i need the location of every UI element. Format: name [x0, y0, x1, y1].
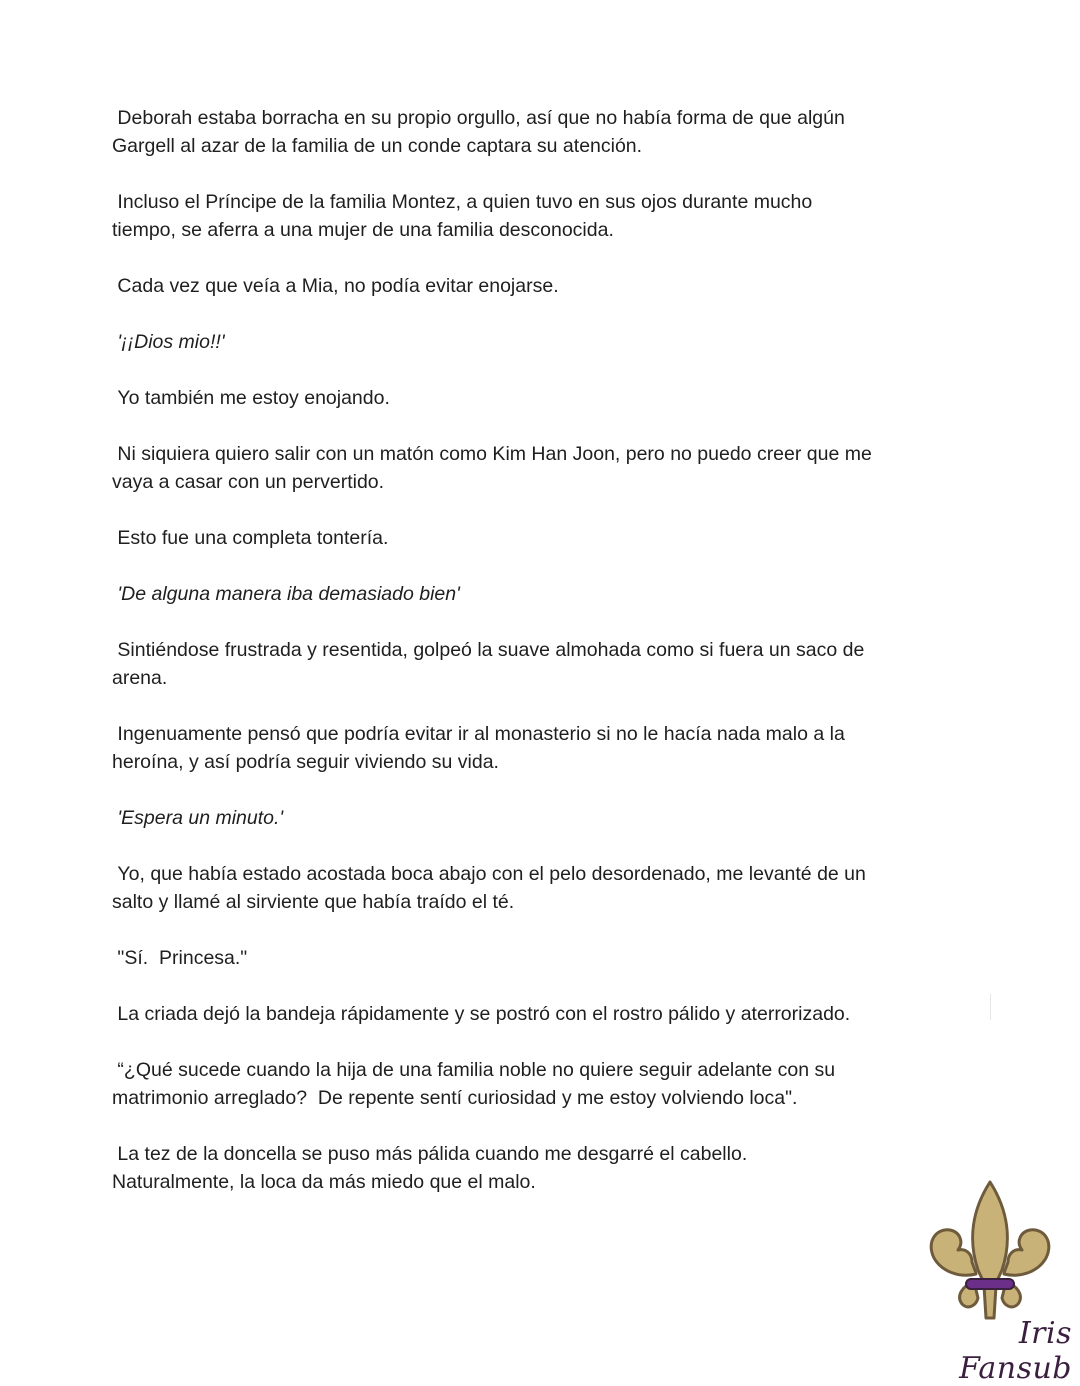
watermark-label: Iris Fansub: [959, 1316, 1072, 1386]
fleur-de-lis-icon: [920, 1178, 1070, 1328]
paragraph: Incluso el Príncipe de la familia Montez, a quien tuvo en sus ojos durante mucho tiempo, se aferra a una mujer de una familia desconocida.: [112, 191, 813, 241]
watermark: [912, 1178, 1072, 1386]
paragraph-gap: [112, 776, 952, 804]
paragraph-gap: [112, 832, 952, 860]
paragraph: La tez de la doncella se puso más pálida cuando me desgarré el cabello. Naturalmente, la loca da más miedo que el malo.: [112, 1143, 748, 1193]
paragraph: Sintiéndose frustrada y resentida, golpeó la suave almohada como si fuera un saco de arena.: [112, 639, 865, 689]
paragraph: Esto fue una completa tontería.: [112, 527, 389, 549]
paragraph-gap: [112, 916, 952, 944]
paragraph-gap: [112, 412, 952, 440]
paragraph: Cada vez que veía a Mia, no podía evitar enojarse.: [112, 275, 559, 297]
paragraph: "Sí. Princesa.": [112, 947, 248, 969]
paragraph-gap: [112, 356, 952, 384]
paragraph-gap: [112, 244, 952, 272]
paragraph: Yo también me estoy enojando.: [112, 387, 390, 409]
thought-paragraph: 'De alguna manera iba demasiado bien': [112, 583, 460, 605]
paragraph-gap: [112, 160, 952, 188]
paragraph-gap: [112, 552, 952, 580]
paragraph-gap: [112, 300, 952, 328]
paragraph: Ni siquiera quiero salir con un matón como Kim Han Joon, pero no puedo creer que me vaya a casar con un pervertido.: [112, 443, 872, 493]
paragraph-gap: [112, 1028, 952, 1056]
thought-paragraph: 'Espera un minuto.': [112, 807, 284, 829]
paragraph: “¿Qué sucede cuando la hija de una familia noble no quiere seguir adelante con su matrimonio arreglado? De repente sentí curiosidad y me estoy volviendo loca".: [112, 1059, 836, 1109]
thought-paragraph: '¡¡Dios mio!!': [112, 331, 225, 353]
margin-mark: [990, 994, 991, 1020]
paragraph-gap: [112, 608, 952, 636]
paragraph-gap: [112, 496, 952, 524]
text-body: [112, 104, 952, 1196]
paragraph: Yo, que había estado acostada boca abajo con el pelo desordenado, me levanté de un salto y llamé al sirviente que había traído el té.: [112, 863, 866, 913]
paragraph: Ingenuamente pensó que podría evitar ir al monasterio si no le hacía nada malo a la heroína, y así podría seguir viviendo su vida.: [112, 723, 845, 773]
paragraph-gap: [112, 692, 952, 720]
paragraph-gap: [112, 1112, 952, 1140]
paragraph: Deborah estaba borracha en su propio orgullo, así que no había forma de que algún Gargell al azar de la familia de un conde captara su atención.: [112, 107, 845, 157]
paragraph: La criada dejó la bandeja rápidamente y se postró con el rostro pálido y aterrorizado.: [112, 1003, 851, 1025]
paragraph-gap: [112, 972, 952, 1000]
